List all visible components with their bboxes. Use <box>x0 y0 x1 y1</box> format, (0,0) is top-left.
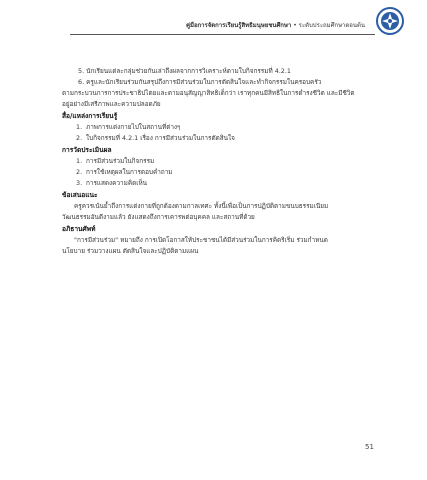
header-title: คู่มือการจัดการเรียนรู้สิทธิมนุษยชนศึกษา <box>185 22 292 29</box>
media-heading: สื่อ/แหล่งการเรียนรู้ <box>62 112 118 120</box>
activity-step-6-line-2: ตามกระบวนการการประชาธิปไตยและตามอนุสัญญาสิทธิเด็กว่า เราทุกคนมีสิทธิในการดำรงชีวิต และมีชีวิต <box>62 89 355 97</box>
page-number: 51 <box>365 443 374 451</box>
activity-step-6: 6. ครูและนักเรียนร่วมกันสรุปถึงการมีส่วนร่วมในการตัดสินใจและทำกิจกรรมในครอบครัว <box>78 78 322 86</box>
page-content <box>62 66 374 257</box>
activity-step-6-line-3: อยู่อย่างมีเสรีภาพและความปลอดภัย <box>62 100 161 108</box>
media-item: 2. ใบกิจกรรมที่ 4.2.1 เรื่อง การมีส่วนร่วมในการตัดสินใจ <box>76 134 235 142</box>
glossary-text: "การมีส่วนร่วม" หมายถึง การเปิดโอกาสให้ประชาชนได้มีส่วนร่วมในการคิดริเริ่ม ร่วมกำหนด <box>74 236 328 244</box>
suggestion-text: ครูควรเน้นย้ำถึงการแต่งกายที่ถูกต้องตามกาลเทศะ ทั้งนี้เพื่อเป็นการปฏิบัติตามขนบธรรมเนียม <box>74 202 329 210</box>
header-divider <box>70 34 375 35</box>
suggestion-text-line-2: วัฒนธรรมอันดีงามแล้ว ยังแสดงถึงการเคารพต่อบุคคล และสถานที่ด้วย <box>62 213 255 221</box>
glossary-text-line-2: นโยบาย ร่วมวางแผน ตัดสินใจและปฏิบัติตามแผน <box>62 247 199 255</box>
evaluation-item: 3. การแสดงความคิดเห็น <box>76 179 148 187</box>
organization-logo-icon <box>375 6 405 36</box>
header-subtitle: • ระดับประถมศึกษาตอนต้น <box>293 22 365 29</box>
glossary-heading: อภิธานศัพท์ <box>62 225 96 233</box>
activity-step-5: 5. นักเรียนแต่ละกลุ่มช่วยกันเล่าถึงผลจากการวิเคราะห์ตามใบกิจกรรมที่ 4.2.1 <box>78 67 291 75</box>
page-header <box>70 0 380 40</box>
evaluation-heading: การวัดประเมินผล <box>62 146 112 154</box>
suggestion-heading: ข้อเสนอแนะ <box>62 191 98 199</box>
header-text <box>186 20 365 30</box>
media-item: 1. ภาพการแต่งกายไปในสถานที่ต่างๆ <box>76 123 181 131</box>
evaluation-item: 1. การมีส่วนร่วมในกิจกรรม <box>76 157 155 165</box>
evaluation-item: 2. การใช้เหตุผลในการตอบคำถาม <box>76 168 173 176</box>
